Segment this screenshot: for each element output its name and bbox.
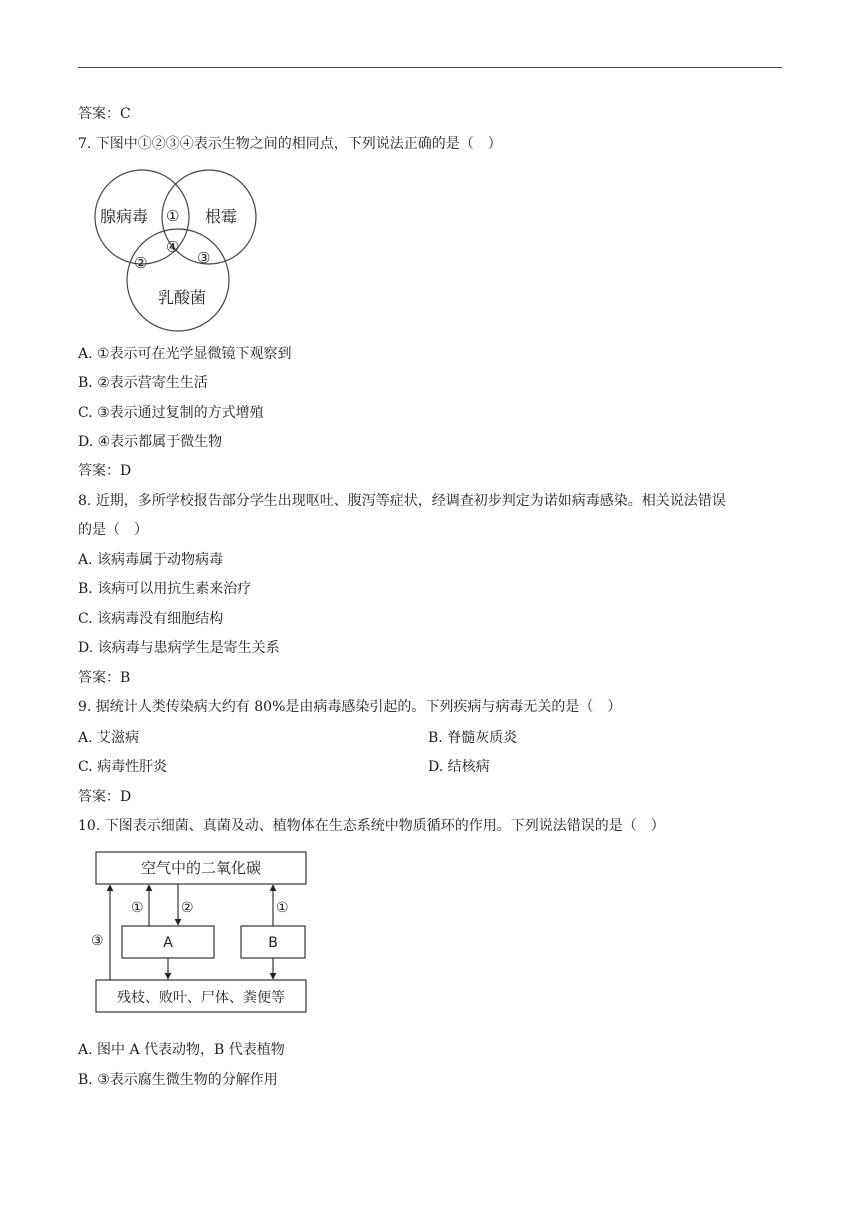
q8-answer: 答案：B — [78, 670, 131, 686]
q8-option-c: C. 该病毒没有细胞结构 — [78, 611, 224, 627]
q8-stem-line1: 8. 近期，多所学校报告部分学生出现呕吐、腹泻等症状，经调查初步判定为诺如病毒感染。相关说法错误 — [78, 493, 726, 509]
label-remains: 残枝、败叶、尸体、粪便等 — [117, 990, 285, 1006]
marker-1-right: ① — [276, 900, 289, 916]
q7-option-d: D. ④表示都属于微生物 — [78, 434, 223, 450]
label-co2: 空气中的二氧化碳 — [140, 859, 262, 877]
marker-1: ① — [166, 207, 180, 225]
header-rule — [78, 67, 782, 68]
q8-option-b: B. 该病可以用抗生素来治疗 — [78, 581, 252, 597]
q7-option-b: B. ②表示营寄生生活 — [78, 375, 208, 391]
q8-option-a: A. 该病毒属于动物病毒 — [78, 552, 224, 568]
label-b: B — [268, 935, 278, 951]
marker-2: ② — [134, 254, 148, 272]
q8-option-d: D. 该病毒与患病学生是寄生关系 — [78, 640, 280, 656]
q8-stem-line2: 的是（ ） — [78, 522, 148, 538]
q9-option-d: D. 结核病 — [428, 759, 490, 775]
q10-option-a: A. 图中 A 代表动物，B 代表植物 — [78, 1042, 285, 1058]
label-virus: 腺病毒 — [100, 207, 149, 226]
label-mold: 根霉 — [205, 207, 238, 226]
marker-3: ③ — [91, 933, 104, 949]
q6-answer: 答案：C — [78, 106, 131, 122]
q7-option-a: A. ①表示可在光学显微镜下观察到 — [78, 346, 292, 362]
q10-stem: 10. 下图表示细菌、真菌及动、植物体在生态系统中物质循环的作用。下列说法错误的是（ ） — [78, 818, 665, 834]
q10-cycle-diagram — [86, 846, 312, 1018]
marker-3: ③ — [197, 249, 211, 267]
q9-option-c: C. 病毒性肝炎 — [78, 759, 168, 775]
q9-stem: 9. 据统计人类传染病大约有 80%是由病毒感染引起的。下列疾病与病毒无关的是（ ） — [78, 699, 622, 715]
q9-option-a: A. 艾滋病 — [78, 730, 140, 746]
marker-2: ② — [181, 900, 194, 916]
marker-4: ④ — [166, 238, 180, 256]
marker-1-left: ① — [131, 900, 144, 916]
q7-stem: 7. 下图中①②③④表示生物之间的相同点，下列说法正确的是（ ） — [78, 136, 502, 152]
q9-answer: 答案：D — [78, 789, 132, 805]
q10-option-b: B. ③表示腐生微生物的分解作用 — [78, 1072, 278, 1088]
label-bacteria: 乳酸菌 — [158, 288, 207, 307]
q7-venn-diagram — [86, 168, 266, 332]
q7-answer: 答案：D — [78, 463, 132, 479]
q7-option-c: C. ③表示通过复制的方式增殖 — [78, 405, 264, 421]
label-a: A — [163, 935, 173, 951]
q9-option-b: B. 脊髓灰质炎 — [428, 730, 518, 746]
